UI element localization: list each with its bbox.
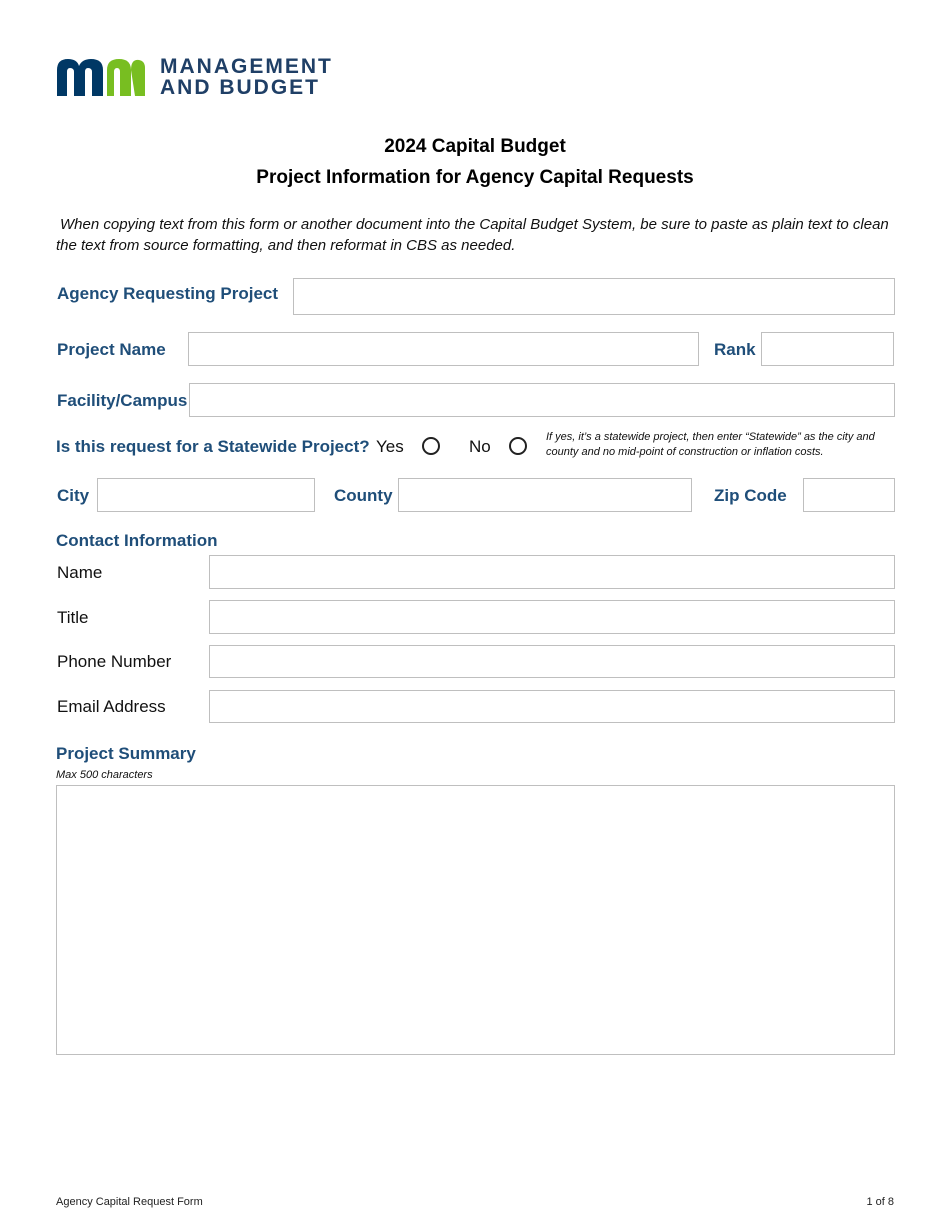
contact-email-label: Email Address (57, 697, 166, 716)
facility-label: Facility/Campus (57, 391, 188, 410)
summary-textarea[interactable] (56, 785, 895, 1055)
contact-title-input[interactable] (209, 600, 895, 634)
county-input[interactable] (398, 478, 692, 512)
agency-input[interactable] (293, 278, 895, 315)
statewide-note: If yes, it’s a statewide project, then enter “Statewide” as the city and county and no mid-point of construction or inflation costs. (546, 431, 875, 458)
rank-input[interactable] (761, 332, 894, 366)
statewide-question: Is this request for a Statewide Project? (56, 437, 370, 456)
summary-heading: Project Summary (56, 744, 196, 763)
contact-heading: Contact Information (56, 531, 218, 550)
contact-phone-label: Phone Number (57, 652, 172, 671)
project-name-label: Project Name (57, 340, 166, 359)
page-title: 2024 Capital Budget (384, 136, 566, 157)
mn-logo-mark (55, 56, 147, 98)
project-name-input[interactable] (188, 332, 699, 366)
contact-name-input[interactable] (209, 555, 895, 589)
mn-logo (55, 56, 340, 100)
logo-text-line2: AND BUDGET (160, 76, 320, 99)
zip-label: Zip Code (714, 486, 787, 505)
contact-email-input[interactable] (209, 690, 895, 723)
contact-name-label: Name (57, 563, 103, 582)
facility-input[interactable] (189, 383, 895, 417)
yes-radio[interactable] (422, 437, 440, 455)
city-label: City (57, 486, 90, 505)
zip-input[interactable] (803, 478, 895, 512)
footer-form-name: Agency Capital Request Form (56, 1196, 203, 1208)
agency-label: Agency Requesting Project (57, 284, 279, 303)
rank-label: Rank (714, 340, 756, 359)
yes-label: Yes (376, 437, 404, 456)
footer-page-number: 1 of 8 (866, 1196, 894, 1208)
logo-text-line1: MANAGEMENT (160, 55, 333, 78)
no-radio[interactable] (509, 437, 527, 455)
no-label: No (469, 437, 491, 456)
page-subtitle: Project Information for Agency Capital Requests (256, 167, 694, 188)
instructions-text: When copying text from this form or another document into the Capital Budget System, be sure to paste as plain text to clean the text from source formatting, and then reformat in CBS as needed. (56, 216, 889, 254)
contact-title-label: Title (57, 608, 89, 627)
city-input[interactable] (97, 478, 315, 512)
summary-note: Max 500 characters (56, 769, 153, 781)
county-label: County (334, 486, 393, 505)
contact-phone-input[interactable] (209, 645, 895, 678)
